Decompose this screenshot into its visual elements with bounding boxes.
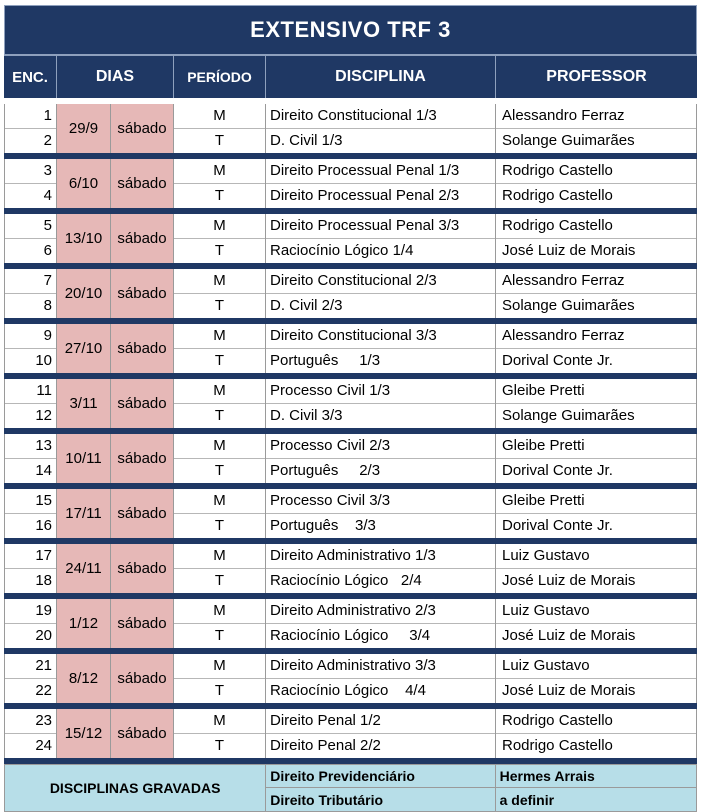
professor-name: Alessandro Ferraz	[496, 104, 696, 129]
discipline-name: Direito Constitucional 2/3	[266, 269, 495, 294]
session-weekday: sábado	[110, 104, 173, 153]
discipline-name: Direito Processual Penal 2/3	[270, 187, 460, 205]
schedule-body	[4, 104, 697, 764]
enc-number: 5	[5, 214, 56, 239]
period-column	[173, 599, 265, 648]
schedule-day-group	[4, 709, 697, 764]
professor-column	[495, 709, 697, 758]
discipline-column	[265, 544, 495, 593]
enc-number: 12	[35, 407, 52, 425]
session-date: 15/12	[56, 709, 110, 758]
discipline-name: Raciocínio Lógico 4/4	[270, 682, 426, 700]
period-value: M	[174, 269, 265, 294]
period-value: T	[214, 627, 225, 645]
footer-professor: Hermes Arrais	[496, 765, 696, 788]
professor-column	[495, 654, 697, 703]
period-value: T	[214, 462, 225, 480]
discipline-name: Raciocínio Lógico 2/4	[270, 572, 422, 590]
professor-column	[495, 104, 697, 153]
enc-number: 3	[5, 159, 56, 184]
schedule-day-group	[4, 324, 697, 379]
session-weekday: sábado	[110, 214, 173, 263]
discipline-name: Direito Penal 1/2	[266, 709, 495, 734]
schedule-day-group	[4, 214, 697, 269]
session-date: 13/10	[56, 214, 110, 263]
discipline-column	[265, 654, 495, 703]
professor-name: Dorival Conte Jr.	[502, 462, 613, 480]
enc-number: 2	[43, 132, 52, 150]
enc-number: 9	[5, 324, 56, 349]
discipline-column	[265, 709, 495, 758]
period-value: M	[174, 709, 265, 734]
session-date: 8/12	[56, 654, 110, 703]
professor-name: Dorival Conte Jr.	[502, 352, 613, 370]
period-value: M	[174, 599, 265, 624]
enc-column	[4, 159, 56, 208]
professor-column	[495, 214, 697, 263]
professor-column	[495, 324, 697, 373]
recorded-disciplines-footer	[4, 764, 697, 812]
discipline-name: Direito Administrativo 2/3	[266, 599, 495, 624]
schedule-day-group	[4, 489, 697, 544]
period-value: T	[214, 572, 225, 590]
discipline-name: Processo Civil 1/3	[266, 379, 495, 404]
period-value: T	[214, 352, 225, 370]
enc-column	[4, 379, 56, 428]
professor-name: Rodrigo Castello	[496, 159, 696, 184]
period-value: M	[174, 434, 265, 459]
period-column	[173, 104, 265, 153]
professor-column	[495, 434, 697, 483]
period-column	[173, 379, 265, 428]
professor-name: Alessandro Ferraz	[496, 324, 696, 349]
footer-professors	[495, 765, 696, 811]
enc-column	[4, 654, 56, 703]
discipline-name: Direito Constitucional 1/3	[266, 104, 495, 129]
period-column	[173, 159, 265, 208]
header-periodo: PERÍODO	[173, 56, 265, 98]
period-column	[173, 489, 265, 538]
discipline-name: Raciocínio Lógico 3/4	[270, 627, 431, 645]
discipline-name: Direito Constitucional 3/3	[266, 324, 495, 349]
period-value: M	[174, 489, 265, 514]
schedule-day-group	[4, 159, 697, 214]
enc-number: 20	[35, 627, 52, 645]
discipline-name: Processo Civil 2/3	[266, 434, 495, 459]
enc-number: 13	[5, 434, 56, 459]
enc-number: 16	[35, 517, 52, 535]
schedule-day-group	[4, 599, 697, 654]
discipline-name: Português 3/3	[270, 517, 376, 535]
discipline-name: Português 1/3	[270, 352, 381, 370]
period-value: T	[214, 682, 225, 700]
professor-name: Luiz Gustavo	[496, 544, 696, 569]
discipline-name: Direito Administrativo 1/3	[266, 544, 495, 569]
enc-number: 11	[5, 379, 56, 404]
header-dias: DIAS	[56, 56, 173, 98]
discipline-column	[265, 159, 495, 208]
professor-name: Rodrigo Castello	[502, 187, 613, 205]
enc-number: 1	[5, 104, 56, 129]
period-value: T	[214, 187, 225, 205]
discipline-name: Direito Penal 2/2	[270, 737, 381, 755]
discipline-name: D. Civil 3/3	[270, 407, 343, 425]
period-value: T	[214, 737, 225, 755]
table-title: EXTENSIVO TRF 3	[4, 5, 697, 55]
period-value: M	[174, 324, 265, 349]
period-column	[173, 709, 265, 758]
professor-name: José Luiz de Morais	[502, 572, 636, 590]
period-value: M	[174, 654, 265, 679]
professor-name: Solange Guimarães	[502, 132, 635, 150]
enc-column	[4, 544, 56, 593]
session-date: 17/11	[56, 489, 110, 538]
session-date: 27/10	[56, 324, 110, 373]
professor-name: Gleibe Pretti	[496, 434, 696, 459]
enc-number: 15	[5, 489, 56, 514]
professor-column	[495, 269, 697, 318]
period-column	[173, 654, 265, 703]
footer-discipline: Direito Previdenciário	[266, 765, 494, 788]
professor-name: Solange Guimarães	[502, 297, 635, 315]
enc-column	[4, 489, 56, 538]
enc-column	[4, 324, 56, 373]
period-value: T	[214, 407, 225, 425]
schedule-table	[4, 5, 697, 812]
session-weekday: sábado	[110, 709, 173, 758]
session-weekday: sábado	[110, 434, 173, 483]
professor-name: Luiz Gustavo	[496, 599, 696, 624]
period-value: T	[214, 132, 225, 150]
enc-number: 19	[5, 599, 56, 624]
professor-column	[495, 159, 697, 208]
enc-number: 14	[35, 462, 52, 480]
enc-number: 7	[5, 269, 56, 294]
discipline-name: Raciocínio Lógico 1/4	[270, 242, 414, 260]
discipline-column	[265, 269, 495, 318]
session-weekday: sábado	[110, 379, 173, 428]
session-date: 1/12	[56, 599, 110, 648]
professor-name: José Luiz de Morais	[502, 682, 636, 700]
enc-column	[4, 599, 56, 648]
schedule-day-group	[4, 654, 697, 709]
discipline-name: D. Civil 2/3	[270, 297, 343, 315]
schedule-day-group	[4, 269, 697, 324]
professor-name: Rodrigo Castello	[496, 214, 696, 239]
enc-number: 4	[43, 187, 52, 205]
discipline-name: Processo Civil 3/3	[266, 489, 495, 514]
professor-name: José Luiz de Morais	[502, 627, 636, 645]
discipline-name: Direito Processual Penal 3/3	[266, 214, 495, 239]
professor-column	[495, 489, 697, 538]
discipline-column	[265, 599, 495, 648]
period-column	[173, 544, 265, 593]
discipline-column	[265, 489, 495, 538]
footer-disciplines	[265, 765, 494, 811]
session-weekday: sábado	[110, 269, 173, 318]
discipline-name: Direito Processual Penal 1/3	[266, 159, 495, 184]
enc-number: 24	[35, 737, 52, 755]
discipline-column	[265, 214, 495, 263]
professor-name: Rodrigo Castello	[502, 737, 613, 755]
enc-column	[4, 104, 56, 153]
session-date: 24/11	[56, 544, 110, 593]
professor-name: Alessandro Ferraz	[496, 269, 696, 294]
enc-number: 18	[35, 572, 52, 590]
footer-discipline: Direito Tributário	[270, 791, 384, 808]
session-date: 29/9	[56, 104, 110, 153]
enc-number: 23	[5, 709, 56, 734]
period-column	[173, 324, 265, 373]
footer-professor: a definir	[499, 791, 555, 808]
header-professor: PROFESSOR	[495, 56, 697, 98]
period-value: M	[174, 379, 265, 404]
period-column	[173, 214, 265, 263]
session-weekday: sábado	[110, 599, 173, 648]
session-date: 10/11	[56, 434, 110, 483]
period-value: T	[214, 242, 225, 260]
professor-name: Gleibe Pretti	[496, 489, 696, 514]
professor-column	[495, 379, 697, 428]
schedule-day-group	[4, 434, 697, 489]
discipline-column	[265, 324, 495, 373]
schedule-day-group	[4, 544, 697, 599]
schedule-day-group	[4, 104, 697, 159]
period-value: T	[214, 297, 225, 315]
session-weekday: sábado	[110, 544, 173, 593]
discipline-name: Direito Administrativo 3/3	[266, 654, 495, 679]
professor-name: José Luiz de Morais	[502, 242, 636, 260]
professor-column	[495, 599, 697, 648]
enc-column	[4, 434, 56, 483]
discipline-column	[265, 379, 495, 428]
session-date: 3/11	[56, 379, 110, 428]
period-value: T	[214, 517, 225, 535]
session-date: 6/10	[56, 159, 110, 208]
discipline-name: D. Civil 1/3	[270, 132, 343, 150]
period-value: M	[174, 544, 265, 569]
header-row	[4, 55, 697, 98]
professor-name: Dorival Conte Jr.	[502, 517, 613, 535]
professor-name: Gleibe Pretti	[496, 379, 696, 404]
period-value: M	[174, 104, 265, 129]
discipline-column	[265, 104, 495, 153]
footer-label: DISCIPLINAS GRAVADAS	[49, 780, 221, 796]
enc-number: 21	[5, 654, 56, 679]
enc-number: 6	[43, 242, 52, 260]
professor-name: Solange Guimarães	[502, 407, 635, 425]
enc-column	[4, 709, 56, 758]
professor-name: Rodrigo Castello	[496, 709, 696, 734]
session-weekday: sábado	[110, 489, 173, 538]
period-column	[173, 434, 265, 483]
session-weekday: sábado	[110, 159, 173, 208]
period-value: M	[174, 214, 265, 239]
enc-column	[4, 269, 56, 318]
header-enc: ENC.	[12, 68, 48, 86]
enc-number: 8	[43, 297, 52, 315]
enc-column	[4, 214, 56, 263]
discipline-column	[265, 434, 495, 483]
session-date: 20/10	[56, 269, 110, 318]
schedule-day-group	[4, 379, 697, 434]
professor-name: Luiz Gustavo	[496, 654, 696, 679]
enc-number: 10	[35, 352, 52, 370]
session-weekday: sábado	[110, 654, 173, 703]
discipline-name: Português 2/3	[270, 462, 381, 480]
professor-column	[495, 544, 697, 593]
period-column	[173, 269, 265, 318]
session-weekday: sábado	[110, 324, 173, 373]
header-disciplina: DISCIPLINA	[265, 56, 495, 98]
enc-number: 22	[35, 682, 52, 700]
enc-number: 17	[5, 544, 56, 569]
period-value: M	[174, 159, 265, 184]
